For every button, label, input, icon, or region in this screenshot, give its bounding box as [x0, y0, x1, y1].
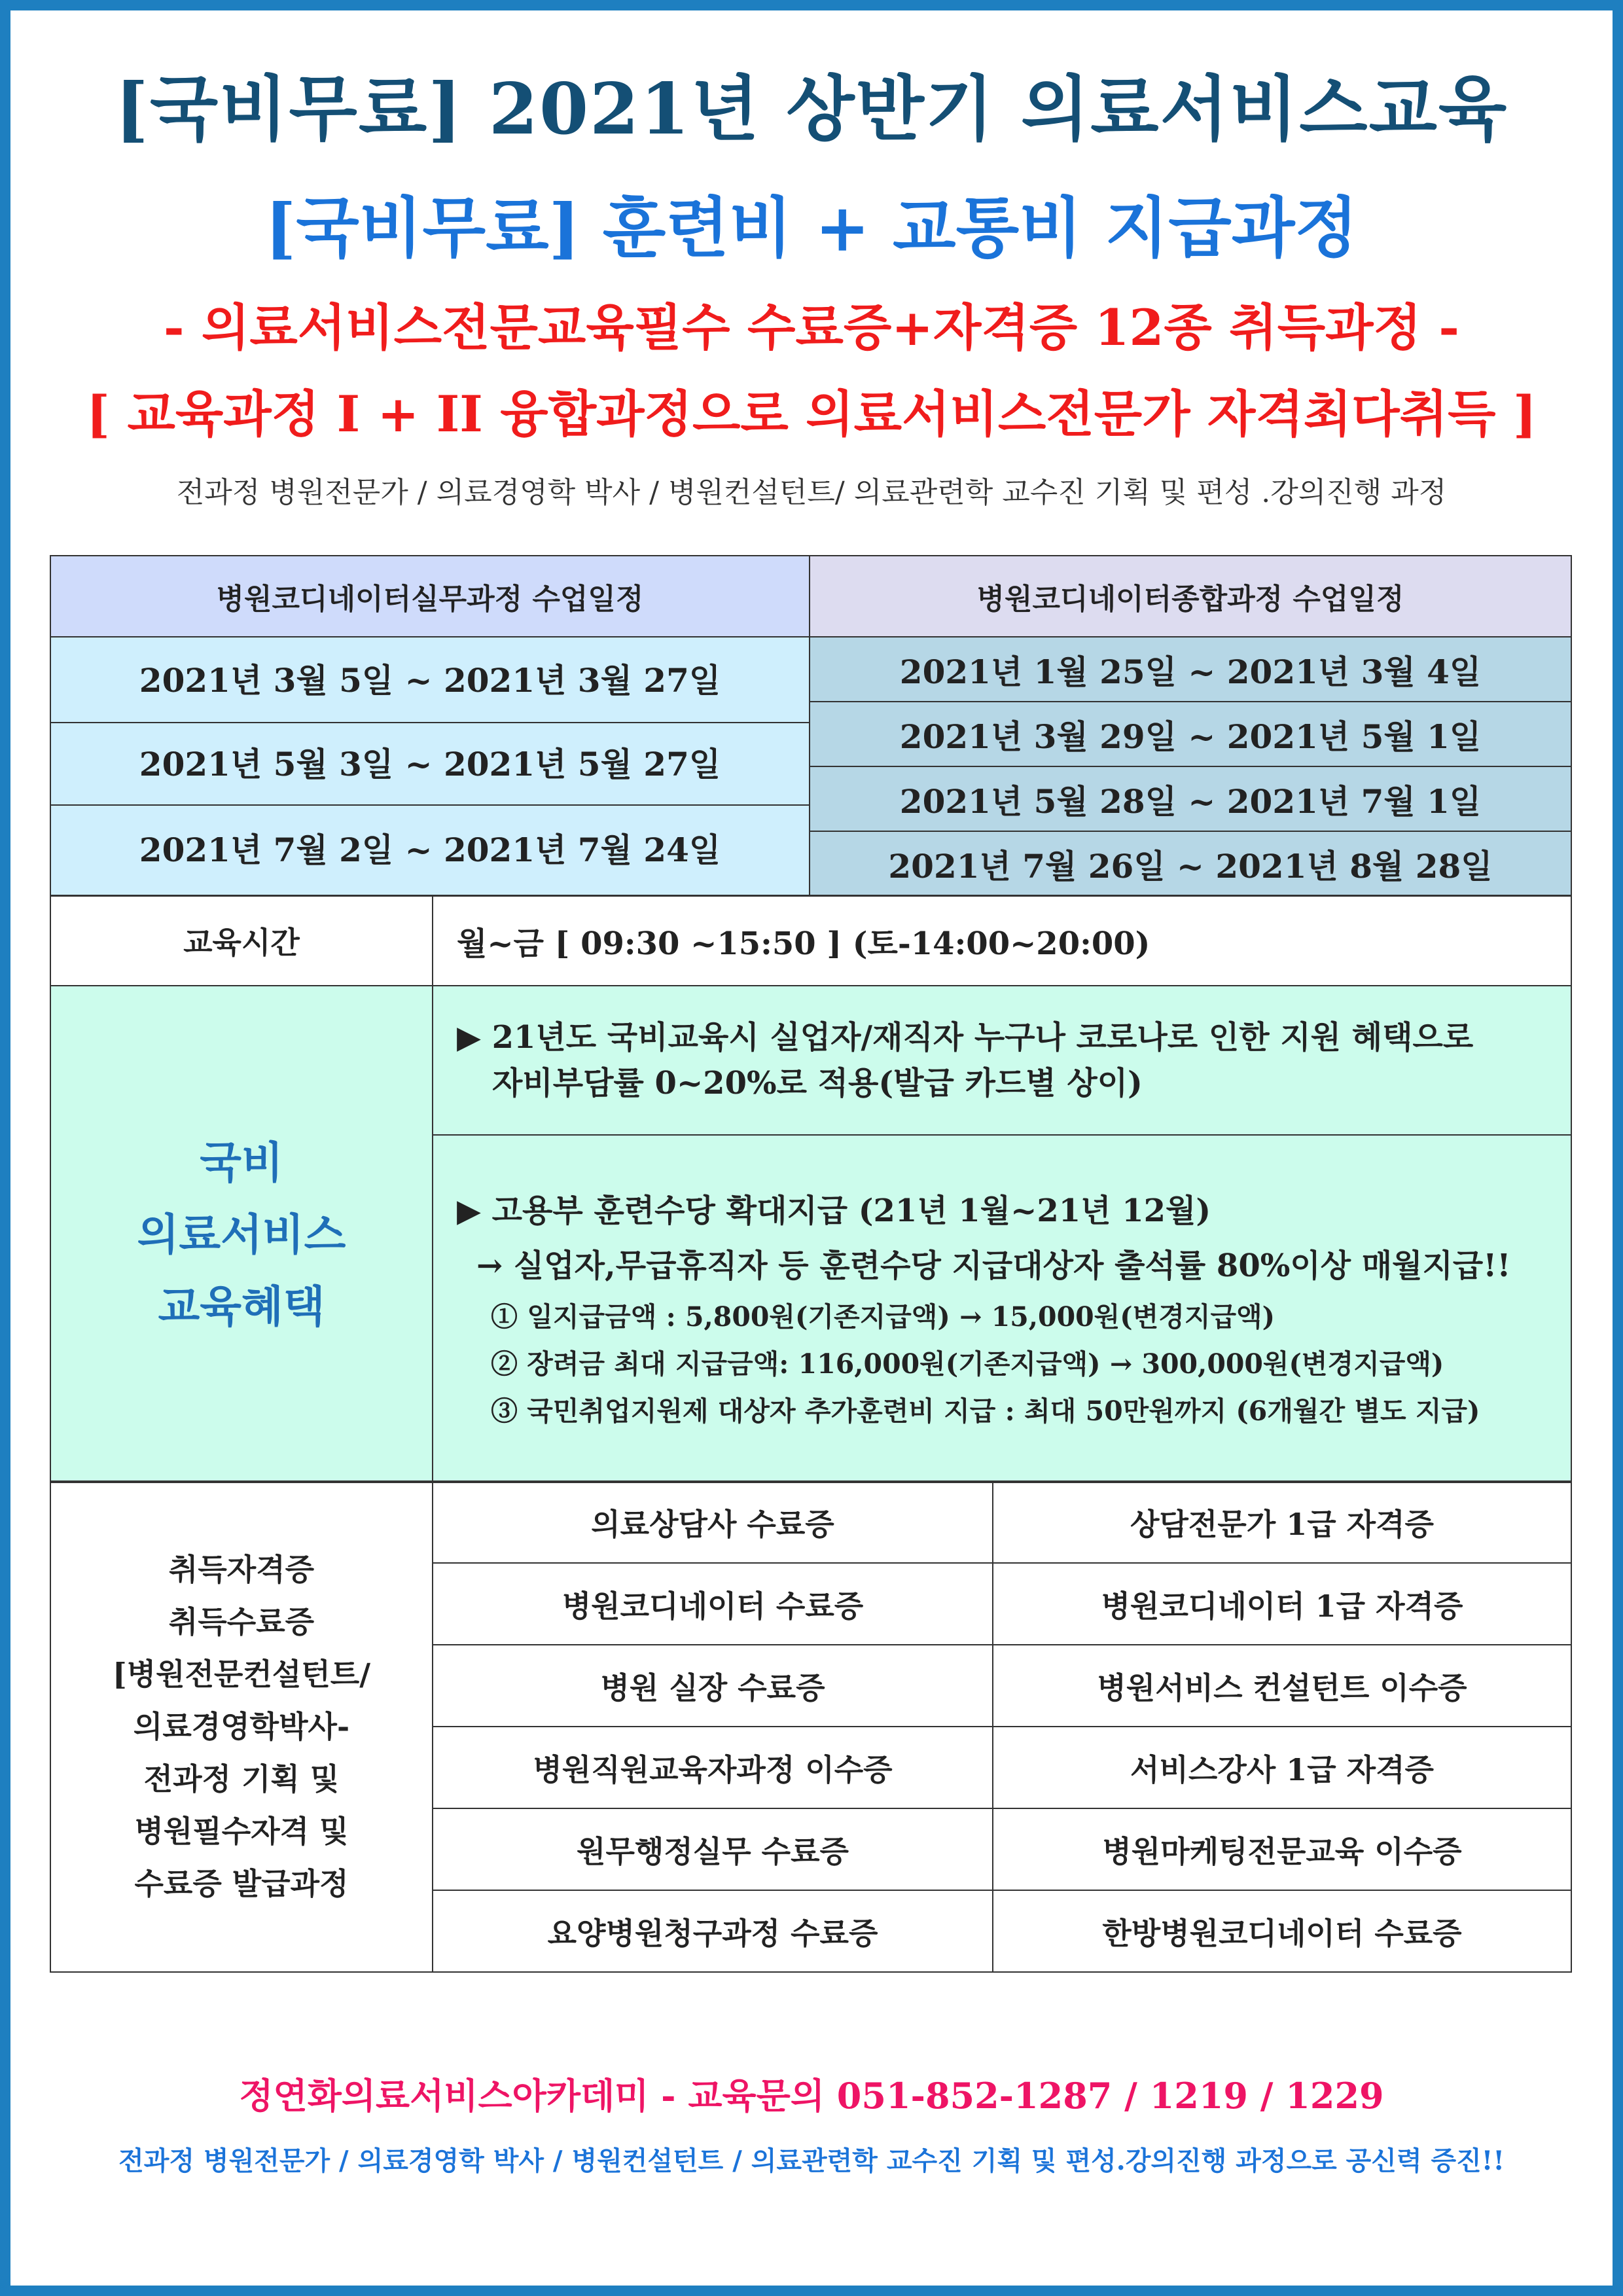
certificates-label-line: 취득수료증	[168, 1604, 315, 1640]
certificate-item: 병원코디네이터 1급 자격증	[993, 1563, 1571, 1645]
certificates-label-line: 전과정 기획 및	[143, 1761, 340, 1797]
tagline-courses: [ 교육과정 I + II 융합과정으로 의료서비스전문가 자격최다취득 ]	[86, 385, 1537, 443]
certificate-item: 병원마케팅전문교육 이수증	[993, 1808, 1571, 1890]
benefit-label-line: 국비	[200, 1136, 283, 1188]
certificate-item: 병원서비스 컨설턴트 이수증	[993, 1645, 1571, 1727]
staff-note: 전과정 병원전문가 / 의료경영학 박사 / 병원컨설턴트/ 의료관련학 교수진 기획 및 편성 .강의진행 과정	[176, 476, 1447, 509]
certificates-label-line: 병원필수자격 및	[134, 1814, 349, 1849]
certificates-table	[50, 1480, 1572, 1973]
certificate-item: 한방병원코디네이터 수료증	[993, 1890, 1571, 1972]
footer-note: 전과정 병원전문가 / 의료경영학 박사 / 병원컨설턴트 / 의료관련학 교수진 기획 및 편성.강의진행 과정으로 공신력 증진!!	[118, 2145, 1505, 2176]
benefit-label-line: 교육혜택	[158, 1280, 325, 1332]
info-table	[50, 895, 1572, 1483]
benefit-label	[50, 986, 433, 1482]
allowance-item: ① 일지급금액 : 5,800원(기존지급액) → 15,000원(변경지급액)	[491, 1300, 1275, 1333]
comprehensive-date-3: 2021년 5월 28일 ~ 2021년 7월 1일	[810, 766, 1571, 831]
benefit-text: 자비부담률 0~20%로 적용(발급 카드별 상이)	[492, 1065, 1143, 1102]
contact-info: 정연화의료서비스아카데미 - 교육문의 051-852-1287 / 1219 / 1229	[239, 2075, 1384, 2117]
certificates-label-line: 취득자격증	[168, 1552, 315, 1587]
comprehensive-date-2: 2021년 3월 29일 ~ 2021년 5월 1일	[810, 702, 1571, 766]
tagline-certificates: - 의료서비스전문교육필수 수료증+자격증 12종 취득과정 -	[164, 298, 1459, 357]
allowance-item: ② 장려금 최대 지급금액: 116,000원(기존지급액) → 300,000원(변경지급액)	[491, 1348, 1444, 1380]
education-time-label: 교육시간	[50, 895, 433, 986]
certificate-item: 서비스강사 1급 자격증	[993, 1727, 1571, 1808]
practical-course-header: 병원코디네이터실무과정 수업일정	[50, 556, 810, 637]
certificate-item: 원무행정실무 수료증	[433, 1808, 993, 1890]
certificates-label-line: [병원전문컨설턴트/	[112, 1657, 371, 1692]
benefit-text: ▶ 21년도 국비교육시 실업자/재직자 누구나 코로나로 인한 지원 혜택으로	[457, 1019, 1474, 1056]
certificate-item: 상담전문가 1급 자격증	[993, 1481, 1571, 1563]
comprehensive-course-header: 병원코디네이터종합과정 수업일정	[810, 556, 1571, 637]
benefit-label-line: 의료서비스	[137, 1208, 346, 1260]
practical-date-3: 2021년 7월 2일 ~ 2021년 7월 24일	[139, 831, 721, 869]
subtitle: [국비무료] 훈련비 + 교통비 지급과정	[264, 189, 1359, 266]
certificates-label-line: 의료경영학박사-	[133, 1709, 350, 1744]
practical-dates-cell	[50, 637, 810, 896]
schedule-table	[50, 555, 1572, 897]
certificate-item: 요양병원청구과정 수료증	[433, 1890, 993, 1972]
education-time-value: 월~금 [ 09:30 ~15:50 ] (토-14:00~20:00)	[433, 895, 1571, 986]
practical-date-1: 2021년 3월 5일 ~ 2021년 3월 27일	[51, 638, 809, 723]
allowance-title: ▶ 고용부 훈련수당 확대지급 (21년 1월~21년 12월)	[457, 1192, 1211, 1229]
certificate-item: 병원코디네이터 수료증	[433, 1563, 993, 1645]
certificate-item: 병원직원교육자과정 이수증	[433, 1727, 993, 1808]
comprehensive-date-4: 2021년 7월 26일 ~ 2021년 8월 28일	[810, 831, 1571, 896]
comprehensive-date-1: 2021년 1월 25일 ~ 2021년 3월 4일	[810, 637, 1571, 702]
allowance-item: ③ 국민취업지원제 대상자 추가훈련비 지급 : 최대 50만원까지 (6개월간 별도 지급)	[491, 1395, 1480, 1427]
main-title: [국비무료] 2021년 상반기 의료서비스교육	[115, 68, 1508, 151]
benefit-training-allowance	[433, 1135, 1571, 1482]
certificate-item: 의료상담사 수료증	[433, 1481, 993, 1563]
certificates-label-line: 수료증 발급과정	[134, 1866, 349, 1901]
certificates-label	[50, 1481, 433, 1972]
practical-date-2: 2021년 5월 3일 ~ 2021년 5월 27일	[51, 723, 809, 806]
allowance-subtitle: → 실업자,무급휴직자 등 훈련수당 지급대상자 출석률 80%이상 매월지급!!	[476, 1247, 1511, 1284]
benefit-cost-support	[433, 986, 1571, 1135]
certificate-item: 병원 실장 수료증	[433, 1645, 993, 1727]
